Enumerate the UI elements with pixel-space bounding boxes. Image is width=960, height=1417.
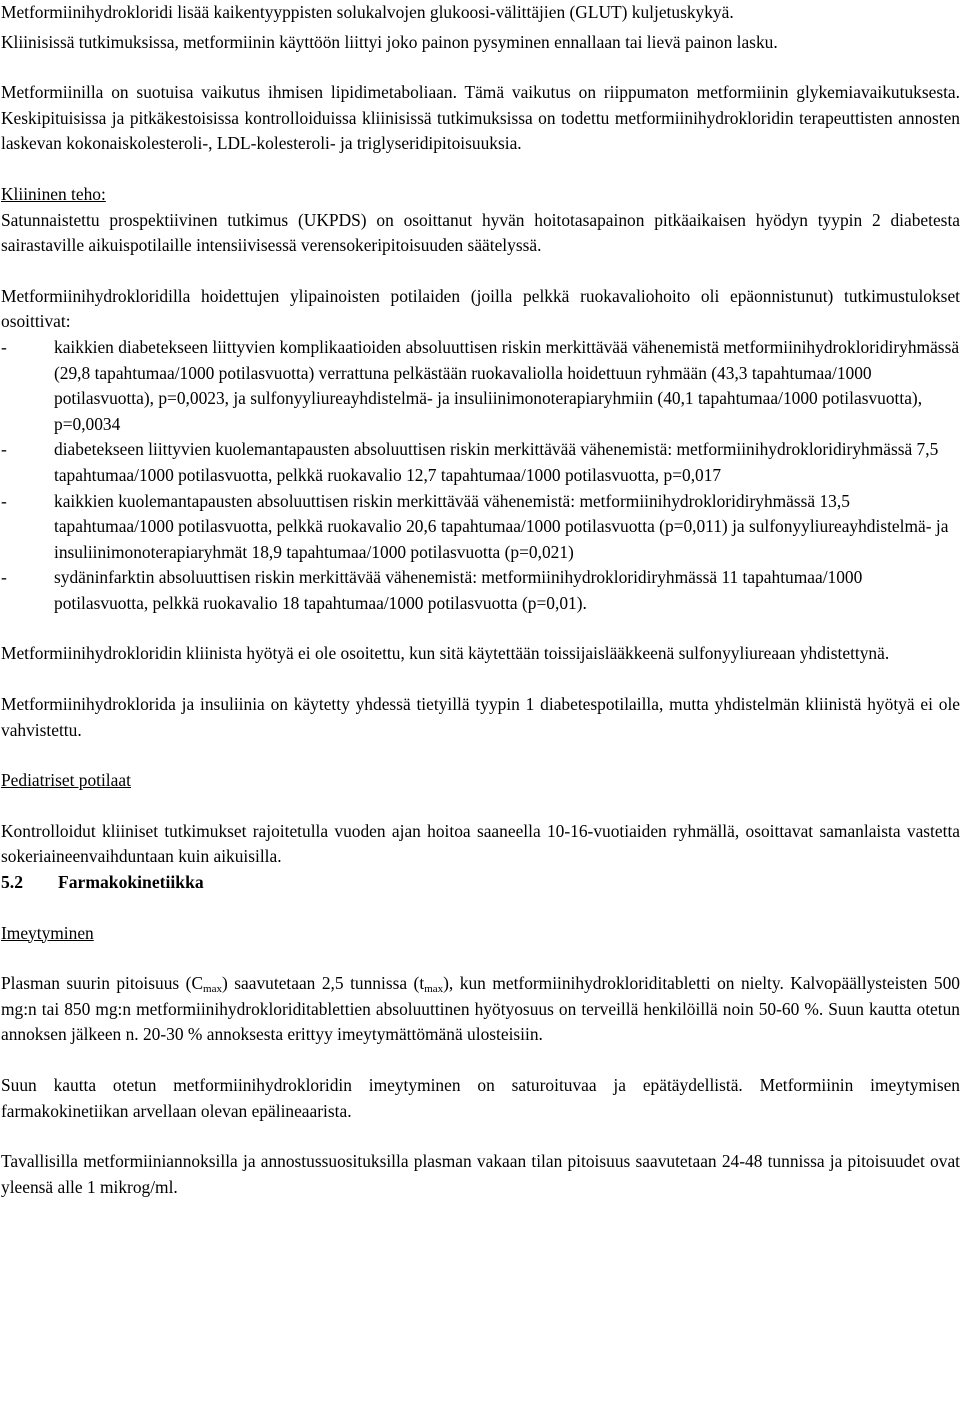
absorption-heading	[1, 921, 960, 947]
paragraph-insulin: Metformiinihydroklorida ja insuliinia on käytetty yhdessä tietyillä tyypin 1 diabetespotilailla, mutta yhdistelmän kliinistä hyötyä ei ole vahvistettu.	[1, 694, 960, 740]
paragraph-absorption	[1, 971, 960, 1048]
list-item-text: kaikkien diabetekseen liittyvien komplikaatioiden absoluuttisen riskin merkittävää vähenemistä metformiinihydrokloridiryhmässä (29,8 tapahtumaa/1000 potilasvuotta) verrattuna pelkästään ruokavaliolla hoidettuun ryhmään (43,3 tapahtumaa/1000 potilasvuotta), p=0,0023, ja sulfonyyliureayhdistelmä- ja insuliinimonoterapiaryhmiin (40,1 tapahtumaa/1000 potilasvuotta), p=0,0034	[54, 336, 960, 434]
absorption-text-1: Plasman suurin pitoisuus (C	[1, 973, 204, 994]
pediatric-heading	[1, 768, 960, 794]
list-item	[1, 437, 960, 488]
list-item-text: kaikkien kuolemantapausten absoluuttisen riskin merkittävää vähenemistä: metformiinihydrokloridiryhmässä 13,5 tapahtumaa/1000 potilasvuotta, pelkkä ruokavalio 20,6 tapahtumaa/1000 potilasvuotta (p=0,011) ja sulfonyyliureayhdistelmä- ja insuliinimonoterapiaryhmät 18,9 tapahtumaa/1000 potilasvuotta (p=0,021)	[54, 490, 949, 562]
section-number: 5.2	[1, 872, 23, 893]
paragraph-lipid: Metformiinilla on suotuisa vaikutus ihmisen lipidimetaboliaan. Tämä vaikutus on riippumaton metformiinin glykemiavaikutuksesta. Keskipituisissa ja pitkäkestoisissa kontrolloiduissa kliinisissä tutkimuksissa on todettu metformiinihydrokloridin terapeuttisten annosten laskevan kokonaiskolesteroli-, LDL-kolesteroli- ja triglyseridipitoisuuksia.	[1, 82, 960, 154]
list-dash: -	[1, 490, 7, 511]
paragraph-study-results: Metformiinihydrokloridilla hoidettujen ylipainoisten potilaiden (joilla pelkkä ruokavaliohoito oli epäonnistunut) tutkimustulokset osoittivat:	[1, 285, 960, 332]
absorption-heading-text: Imeytyminen	[1, 922, 94, 943]
paragraph-glut: Metformiinihydrokloridi lisää kaikentyyppisten solukalvojen glukoosi-välittäjien (GLUT) kuljetuskykyä.	[1, 2, 734, 22]
list-item	[1, 489, 960, 566]
list-dash: -	[1, 439, 7, 460]
list-item	[1, 565, 960, 616]
list-item-text: sydäninfarktin absoluuttisen riskin merkittävää vähenemistä: metformiinihydrokloridiryhmässä 11 tapahtumaa/1000 potilasvuotta, pelkkä ruokavalio 18 tapahtumaa/1000 potilasvuotta (p=0,01).	[54, 567, 863, 613]
paragraph-pediatric: Kontrolloidut kliiniset tutkimukset rajoitetulla vuoden ajan hoitoa saaneella 10-16-vuotiaiden ryhmällä, osoittavat samanlaista vastetta sokeriaineenvaihduntaan kuin aikuisilla.	[1, 820, 960, 867]
cmax-subscript: max	[203, 983, 222, 996]
absorption-text-3: ), kun metformiinihydrokloriditabletti on nielty. Kalvopäällysteisten 500 mg:n tai 850 mg:n metformiinihydrokloriditablettien absoluuttinen hyötyosuus on terveillä henkilöillä noin 50-60 %. Suun kautta otetun annoksen jälkeen n. 20-30 % annoksesta erittyy imeytymättömänä ulosteisiin.	[1, 973, 960, 1045]
list-item-text: diabetekseen liittyvien kuolemantapausten absoluuttisen riskin merkittävää vähenemistä: metformiinihydrokloridiryhmässä 7,5 tapahtumaa/1000 potilasvuotta, pelkkä ruokavalio 12,7 tapahtumaa/1000 potilasvuotta, p=0,017	[54, 439, 939, 485]
list-dash: -	[1, 567, 7, 588]
list-dash: -	[1, 336, 7, 357]
paragraph-steady-state: Tavallisilla metformiiniannoksilla ja annostussuosituksilla plasman vakaan tilan pitoisuus saavutetaan 24-48 tunnissa ja pitoisuudet ovat yleensä alle 1 mikrog/ml.	[1, 1151, 960, 1197]
paragraph-weight: Kliinisissä tutkimuksissa, metformiinin käyttöön liittyi joko painon pysyminen ennallaan tai lievä painon lasku.	[1, 31, 778, 52]
absorption-text-2: ) saavutetaan 2,5 tunnissa (t	[222, 973, 425, 994]
pediatric-heading-text: Pediatriset potilaat	[1, 770, 131, 791]
clinical-efficacy-heading-text: Kliininen teho:	[1, 183, 106, 204]
paragraph-ukpds: Satunnaistettu prospektiivinen tutkimus (UKPDS) on osoittanut hyvän hoitotasapainon pitkäaikaisen hyödyn tyypin 2 diabetesta sairastaville aikuispotilaille intensiivisessä verensokeripitoisuuden säätelyssä.	[1, 209, 960, 256]
clinical-efficacy-heading	[1, 182, 960, 208]
paragraph-saturation: Suun kautta otetun metformiinihydrokloridin imeytyminen on saturoituvaa ja epätäydellistä. Metformiinin imeytymisen farmakokinetiikan arvellaan olevan epälineaarista.	[1, 1075, 960, 1121]
section-title: Farmakokinetiikka	[58, 872, 204, 893]
section-heading	[1, 870, 960, 896]
tmax-subscript: max	[424, 983, 444, 996]
list-item	[1, 335, 960, 437]
results-list	[1, 335, 960, 617]
paragraph-sulfonylurea: Metformiinihydrokloridin kliinista hyötyä ei ole osoitettu, kun sitä käytettään toissijaislääkkeenä sulfonyyliureaan yhdistettynä.	[1, 643, 890, 664]
